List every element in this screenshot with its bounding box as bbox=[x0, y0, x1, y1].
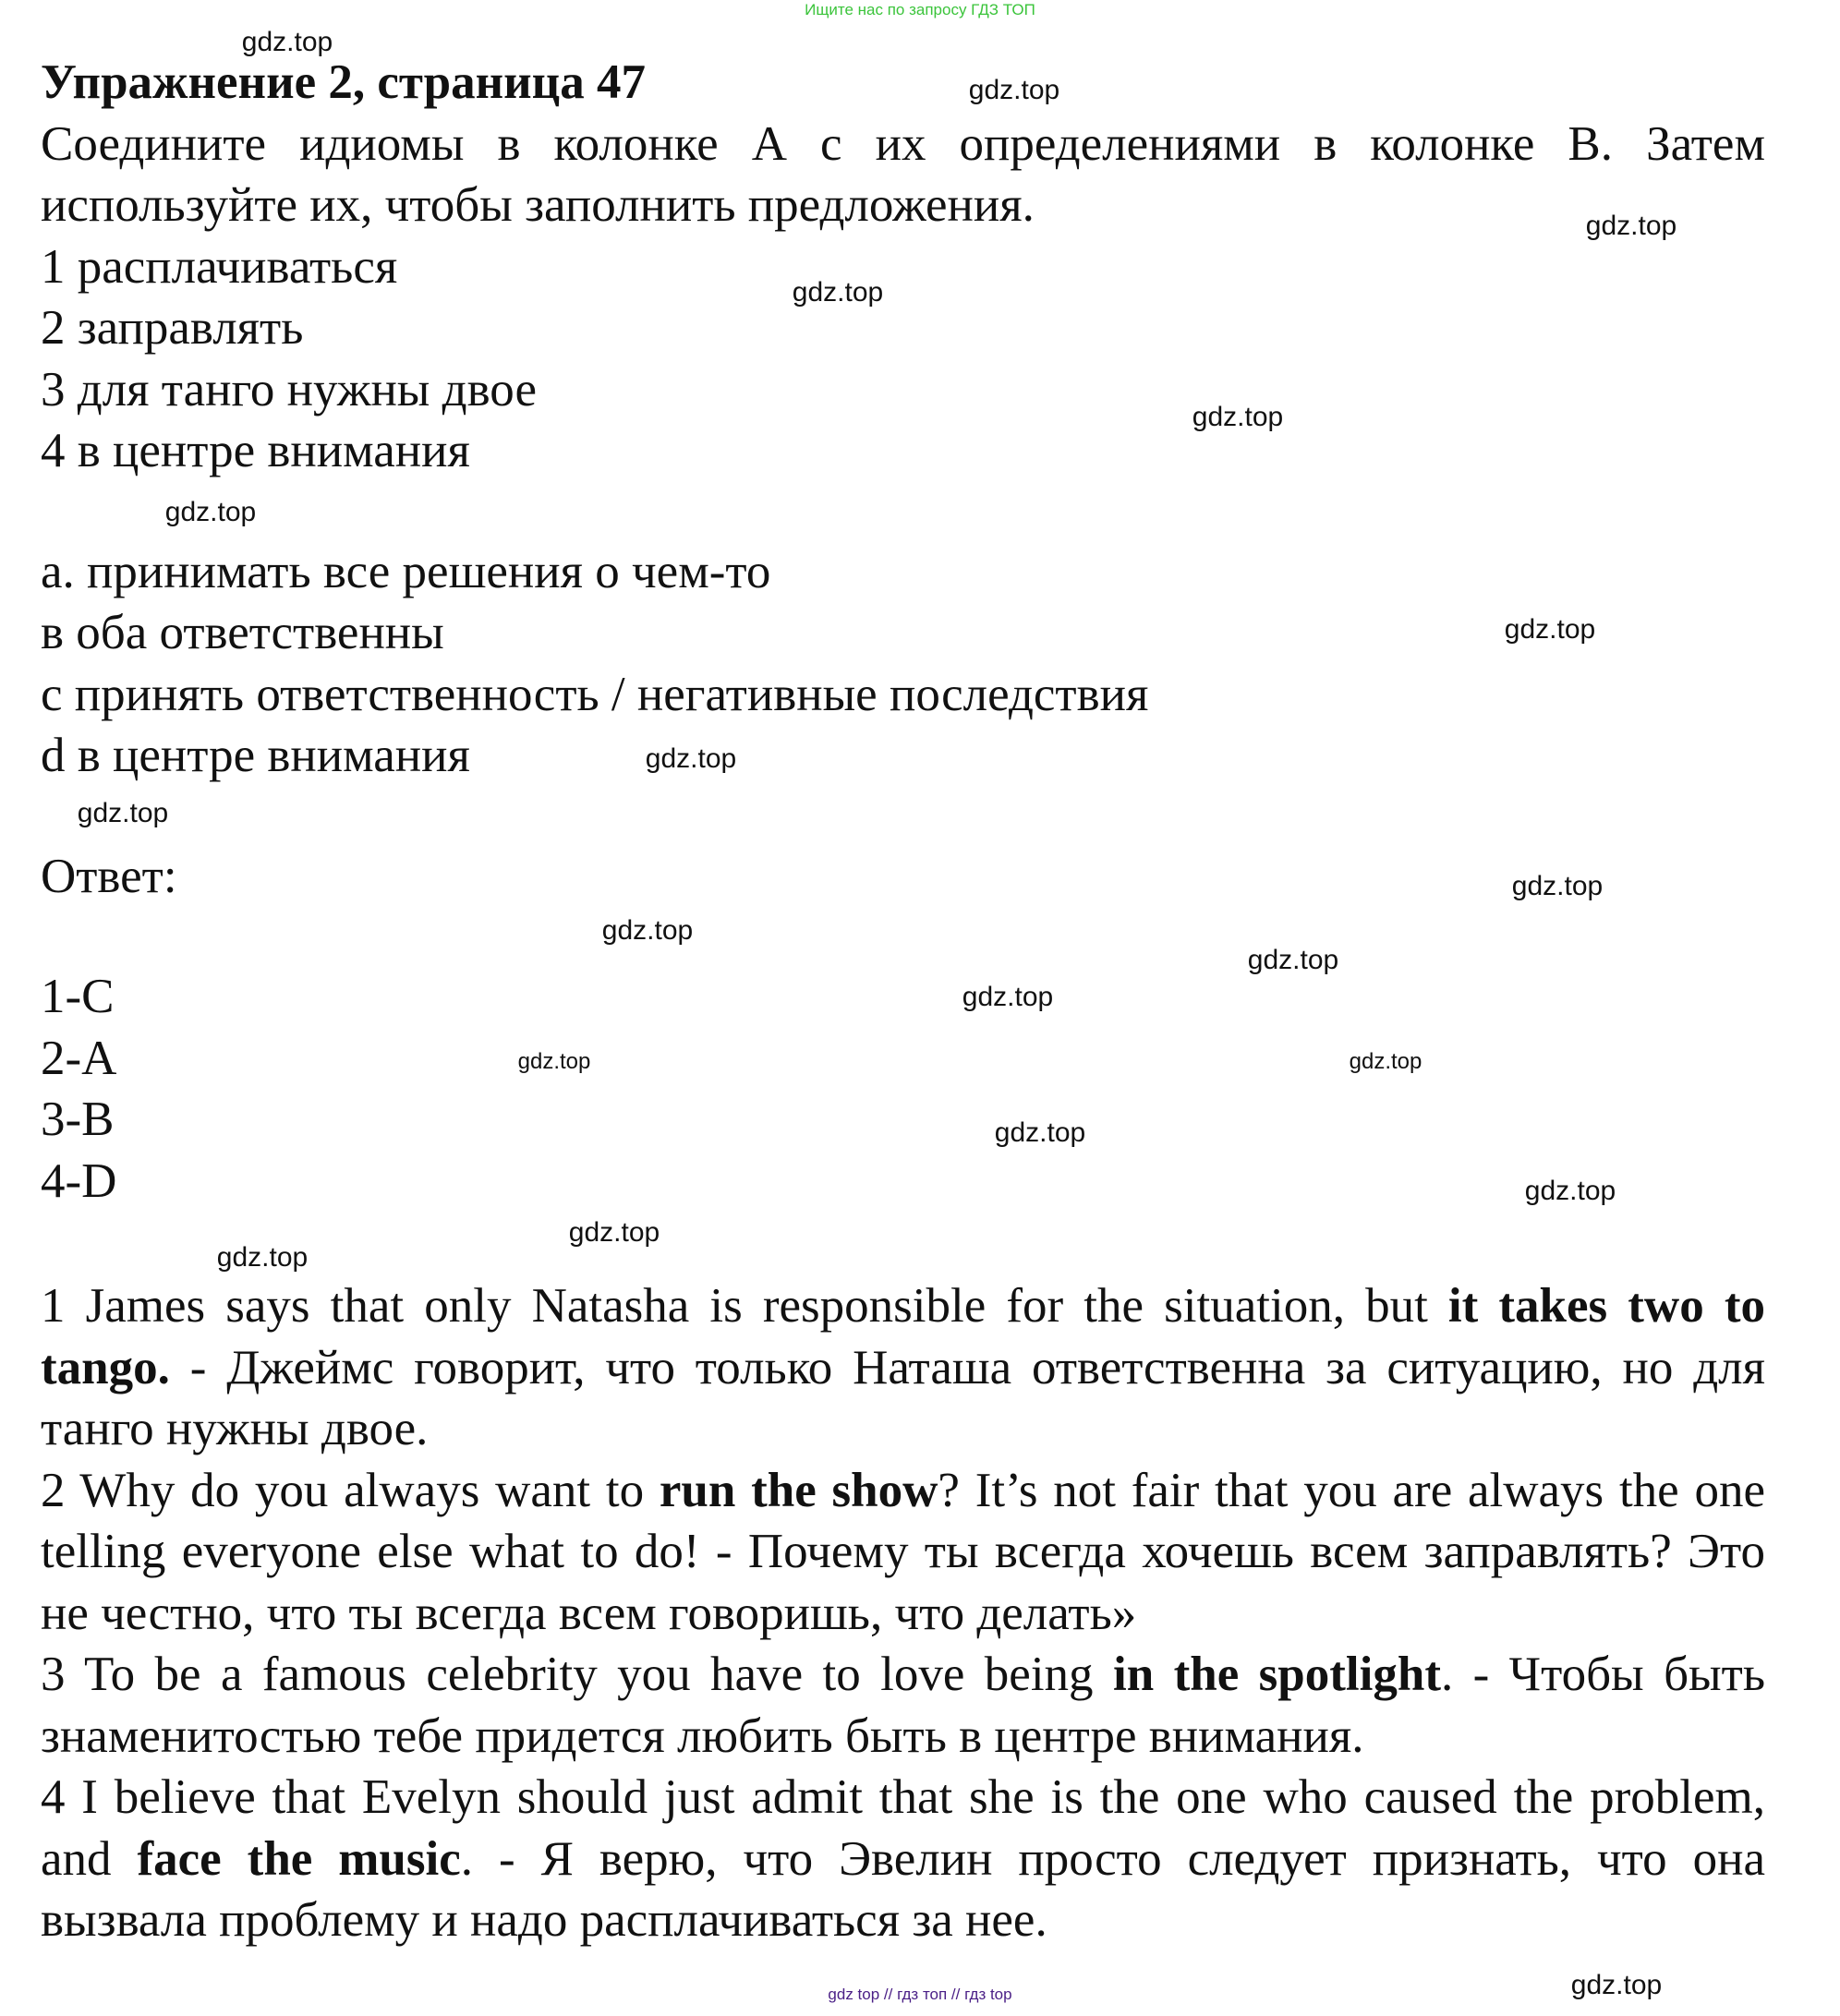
answer-item: 3-B bbox=[41, 1093, 115, 1146]
idiom: run the show bbox=[659, 1463, 938, 1517]
answer-item: 4-D bbox=[41, 1153, 117, 1208]
watermark: gdz.top bbox=[1511, 871, 1604, 901]
watermark: gdz.top bbox=[962, 982, 1054, 1012]
column-a-item: 3 для танго нужны двое bbox=[41, 362, 537, 416]
column-b-item: d в центре внимания bbox=[41, 729, 470, 782]
sentence-text: 2 Why do you always want to bbox=[41, 1463, 660, 1517]
idiom: in the spotlight bbox=[1112, 1648, 1441, 1701]
sentence bbox=[41, 1644, 1765, 1767]
sentence-text: ? It’s not fair that you are always the one telling everyone else what to do! - Почему ты всегда хочешь всем заправлять? Это не честно, что ты всегда всем говоришь, что делать» bbox=[41, 1463, 1765, 1640]
sentence-text: 4 I believe that Evelyn should just admit that she is the one who caused the problem, and bbox=[41, 1770, 1765, 1886]
watermark: gdz.top bbox=[216, 1242, 309, 1273]
column-a-item: 2 заправлять bbox=[41, 301, 304, 355]
watermark: gdz.top bbox=[517, 1049, 591, 1074]
sentence-list bbox=[41, 1275, 1765, 1951]
footer-links: gdz top // гдз топ // гдз top bbox=[828, 1986, 1012, 2003]
watermark: gdz.top bbox=[601, 915, 694, 946]
watermark: gdz.top bbox=[994, 1117, 1086, 1148]
sentence-text: 3 To be a famous celebrity you have to love being bbox=[41, 1648, 1113, 1701]
watermark: gdz.top bbox=[1349, 1049, 1422, 1074]
answer-item: 2-A bbox=[41, 1031, 117, 1085]
watermark: gdz.top bbox=[77, 798, 169, 828]
idiom: it takes two to tango. bbox=[41, 1279, 1765, 1394]
watermark: gdz.top bbox=[1192, 402, 1284, 432]
sentence bbox=[41, 1460, 1765, 1645]
column-a-item: 1 расплачиваться bbox=[41, 239, 398, 294]
watermark: gdz.top bbox=[164, 497, 257, 527]
sentence bbox=[41, 1275, 1765, 1460]
answer-list bbox=[41, 966, 1765, 1212]
column-a bbox=[41, 236, 1765, 482]
instruction-text: Соедините идиомы в колонке А с их определениями в колонке В. Затем используйте их, чтобы заполнить предложения. bbox=[41, 116, 1765, 232]
watermark: gdz.top bbox=[1585, 211, 1677, 241]
watermark: gdz.top bbox=[568, 1217, 660, 1248]
exercise-content bbox=[41, 52, 1765, 1951]
watermark: gdz.top bbox=[1570, 1970, 1663, 2000]
watermark: gdz.top bbox=[241, 27, 333, 57]
answer-item: 1-C bbox=[41, 970, 115, 1023]
page-title: Упражнение 2, страница 47 bbox=[41, 55, 646, 109]
idiom: face the music bbox=[137, 1831, 461, 1886]
sentence-text: - Джеймс говорит, что только Наташа ответственна за ситуацию, но для танго нужны двое. bbox=[41, 1340, 1765, 1455]
sentence-text: . - Я верю, что Эвелин просто следует признать, что она вызвала проблему и надо расплачиваться за нее. bbox=[41, 1831, 1765, 1947]
column-b-item: с принять ответственность / негативные последствия bbox=[41, 667, 1149, 721]
search-banner: Ищите нас по запросу ГДЗ ТОП bbox=[805, 1, 1035, 18]
watermark: gdz.top bbox=[792, 277, 884, 308]
watermark: gdz.top bbox=[1504, 614, 1596, 645]
sentence-text: 1 James says that only Natasha is responsible for the situation, but bbox=[41, 1279, 1448, 1333]
column-a-item: 4 в центре внимания bbox=[41, 424, 470, 477]
column-b-item: в оба ответственны bbox=[41, 606, 444, 659]
watermark: gdz.top bbox=[968, 75, 1060, 105]
sentence-text: . - Чтобы быть знаменитостью тебе придется любить быть в центре внимания. bbox=[41, 1648, 1765, 1763]
sentence bbox=[41, 1767, 1765, 1951]
answer-label: Ответ: bbox=[41, 849, 177, 903]
watermark: gdz.top bbox=[645, 743, 737, 774]
column-b bbox=[41, 541, 1765, 787]
column-b-item: a. принимать все решения о чем-то bbox=[41, 544, 771, 598]
watermark: gdz.top bbox=[1247, 945, 1339, 975]
watermark: gdz.top bbox=[1524, 1176, 1616, 1206]
